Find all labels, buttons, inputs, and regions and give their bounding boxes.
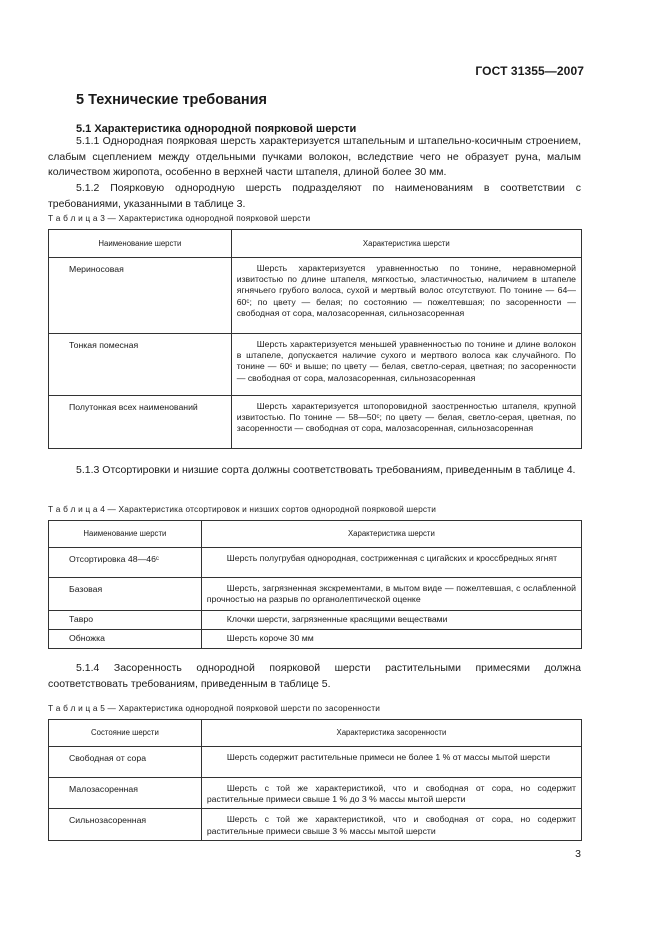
table5-cell-desc: Шерсть с той же характеристикой, что и свободная от сора, но содержит растительные примеси свыше 1 % до 3 % массы мытой шерсти (201, 778, 581, 809)
table3-header-name: Наименование шерсти (49, 230, 232, 258)
table3-header-desc: Характеристика шерсти (231, 230, 581, 258)
table3-cell-name: Полутонкая всех наименований (49, 396, 232, 449)
table4-header-row (49, 521, 582, 548)
table-row (49, 548, 582, 578)
paragraph-5-1-4: 5.1.4 Засоренность однородной поярковой шерсти растительными примесями должна соответствовать требованиям, приведенным в таблице 5. (48, 662, 581, 690)
section-title: 5 Технические требования (76, 92, 268, 108)
table4-cell-name: Базовая (49, 578, 202, 611)
table3-cell-name: Мериносовая (49, 258, 232, 334)
table4 (48, 520, 582, 649)
paragraph-5-1-2: 5.1.2 Поярковую однородную шерсть подразделяют по наименованиям в соответствии с требованиями, указанными в таблице 3. (48, 182, 581, 210)
table5-cell-name: Свободная от сора (49, 747, 202, 778)
table3-cell-desc: Шерсть характеризуется штопоровидной заостренностью штапеля, крупной извитостью. По тонине — 58—50ᶜ; по цвету — белая, светло-серая, цветная, по засоренности — свободная от сора, малозасоренная, сильнозасоренная (231, 396, 581, 449)
table4-cell-name: Тавро (49, 611, 202, 630)
table4-cell-desc: Шерсть полугрубая однородная, состриженная с цигайских и кроссбредных ягнят (201, 548, 581, 578)
table4-header-name: Наименование шерсти (49, 521, 202, 548)
table5-header-row (49, 720, 582, 747)
table3-caption: Т а б л и ц а 3 — Характеристика однородной поярковой шерсти (48, 213, 311, 223)
table3-cell-desc: Шерсть характеризуется уравненностью по тонине, неравномерной извитостью по длине штапеля, мягкостью, эластичностью, наличием в штапеле ягнячьего грубого волоса, сухой и мертвый волос отсутствуют. По тонине — 64—60ᶜ; по цвету — белая; по состоянию — пожелтевшая; по засоренности — свободная от сора, малозасоренная, сильнозасоренная (231, 258, 581, 334)
table5-caption: Т а б л и ц а 5 — Характеристика однородной поярковой шерсти по засоренности (48, 703, 381, 713)
table4-cell-desc: Шерсть короче 30 мм (201, 630, 581, 649)
table3-header-row (49, 230, 582, 258)
table-row (49, 578, 582, 611)
table-row (49, 396, 582, 449)
table3 (48, 229, 582, 449)
table5 (48, 719, 582, 841)
table-row (49, 747, 582, 778)
table-row (49, 809, 582, 840)
table4-cell-desc: Шерсть, загрязненная экскрементами, в мытом виде — пожелтевшая, с ослабленной прочностью на разрыв по органолептической оценке (201, 578, 581, 611)
table5-cell-name: Сильнозасоренная (49, 809, 202, 840)
subsection-title: 5.1 Характеристика однородной поярковой шерсти (76, 123, 357, 135)
table5-header-desc: Характеристика засоренности (201, 720, 581, 747)
table3-cell-desc: Шерсть характеризуется меньшей уравненностью по тонине и длине волокон в штапеле, допускается наличие сухого и мертвого волоса как случайного. По тонине — 60ᶜ и выше; по цвету — белая, светло-серая, цветная; по засоренности — свободная от сора, малозасоренная, сильнозасоренная (231, 334, 581, 396)
page-number: 3 (575, 848, 581, 860)
table4-header-desc: Характеристика шерсти (201, 521, 581, 548)
document-code: ГОСТ 31355—2007 (475, 64, 584, 78)
table-row (49, 778, 582, 809)
table5-cell-name: Малозасоренная (49, 778, 202, 809)
table4-cell-desc: Клочки шерсти, загрязненные красящими веществами (201, 611, 581, 630)
table3-cell-name: Тонкая помесная (49, 334, 232, 396)
paragraph-5-1-1: 5.1.1 Однородная поярковая шерсть характеризуется штапельным и штапельно-косичным строением, слабым сцеплением между отдельными пучками волокон, вследствие чего не образует руна, малым количеством жиропота, особенно в верхней части штапеля, длиной более 30 мм. (48, 135, 581, 178)
table-row (49, 611, 582, 630)
table4-caption: Т а б л и ц а 4 — Характеристика отсортировок и низших сортов однородной поярковой шерсти (48, 504, 437, 514)
table5-cell-desc: Шерсть содержит растительные примеси не более 1 % от массы мытой шерсти (201, 747, 581, 778)
table-row (49, 334, 582, 396)
table-row (49, 258, 582, 334)
table4-cell-name: Обножка (49, 630, 202, 649)
table5-cell-desc: Шерсть с той же характеристикой, что и свободная от сора, но содержит растительные примеси свыше 3 % массы мытой шерсти (201, 809, 581, 840)
table5-header-name: Состояние шерсти (49, 720, 202, 747)
table-row (49, 630, 582, 649)
table4-cell-name: Отсортировка 48—46ᶜ (49, 548, 202, 578)
paragraph-5-1-3: 5.1.3 Отсортировки и низшие сорта должны соответствовать требованиям, приведенным в таблице 4. (76, 464, 576, 476)
